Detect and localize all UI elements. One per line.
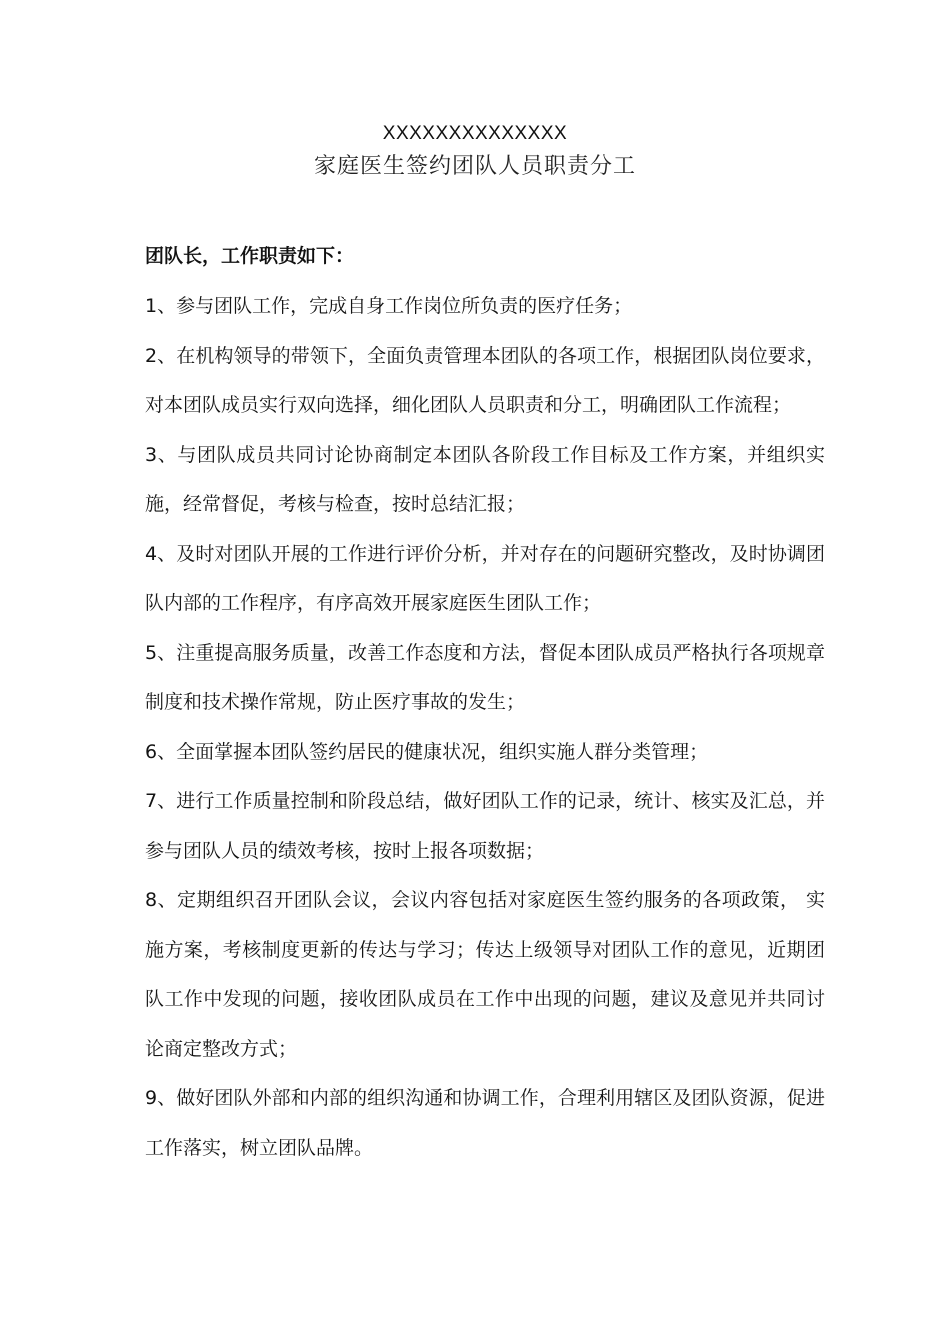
- duty-item-8: 8、定期组织召开团队会议，会议内容包括对家庭医生签约服务的各项政策， 实施方案，考核制度更新的传达与学习；传达上级领导对团队工作的意见，近期团队工作中发现的问题，接收团队成员在工作中出现的问题，建议及意见并共同讨论商定整改方式；: [145, 889, 825, 1060]
- duty-item-9: 9、做好团队外部和内部的组织沟通和协调工作，合理利用辖区及团队资源，促进工作落实，树立团队品牌。: [145, 1087, 825, 1159]
- duty-item-2: 2、在机构领导的带领下，全面负责管理本团队的各项工作，根据团队岗位要求，对本团队成员实行双向选择，细化团队人员职责和分工，明确团队工作流程；: [145, 344, 825, 416]
- duty-item-6: 6、全面掌握本团队签约居民的健康状况，组织实施人群分类管理；: [145, 740, 709, 763]
- section-heading: 团队长，工作职责如下：: [145, 245, 355, 267]
- document-header: [0, 122, 950, 182]
- organization-name: XXXXXXXXXXXXXX: [382, 123, 568, 144]
- duty-item-5: 5、注重提高服务质量，改善工作态度和方法，督促本团队成员严格执行各项规章制度和技术操作常规，防止医疗事故的发生；: [145, 641, 825, 713]
- duty-item-4: 4、及时对团队开展的工作进行评价分析，并对存在的问题研究整改，及时协调团队内部的工作程序，有序高效开展家庭医生团队工作；: [145, 542, 825, 614]
- document-body: [145, 234, 825, 1173]
- duty-item-1: 1、参与团队工作，完成自身工作岗位所负责的医疗任务；: [145, 295, 633, 317]
- duty-item-7: 7、进行工作质量控制和阶段总结，做好团队工作的记录，统计、核实及汇总，并参与团队人员的绩效考核，按时上报各项数据；: [145, 790, 825, 862]
- duty-list: [145, 282, 825, 1173]
- duty-item-3: 3、与团队成员共同讨论协商制定本团队各阶段工作目标及工作方案，并组织实施，经常督促，考核与检查，按时总结汇报；: [145, 443, 825, 515]
- document-title: 家庭医生签约团队人员职责分工: [313, 154, 636, 179]
